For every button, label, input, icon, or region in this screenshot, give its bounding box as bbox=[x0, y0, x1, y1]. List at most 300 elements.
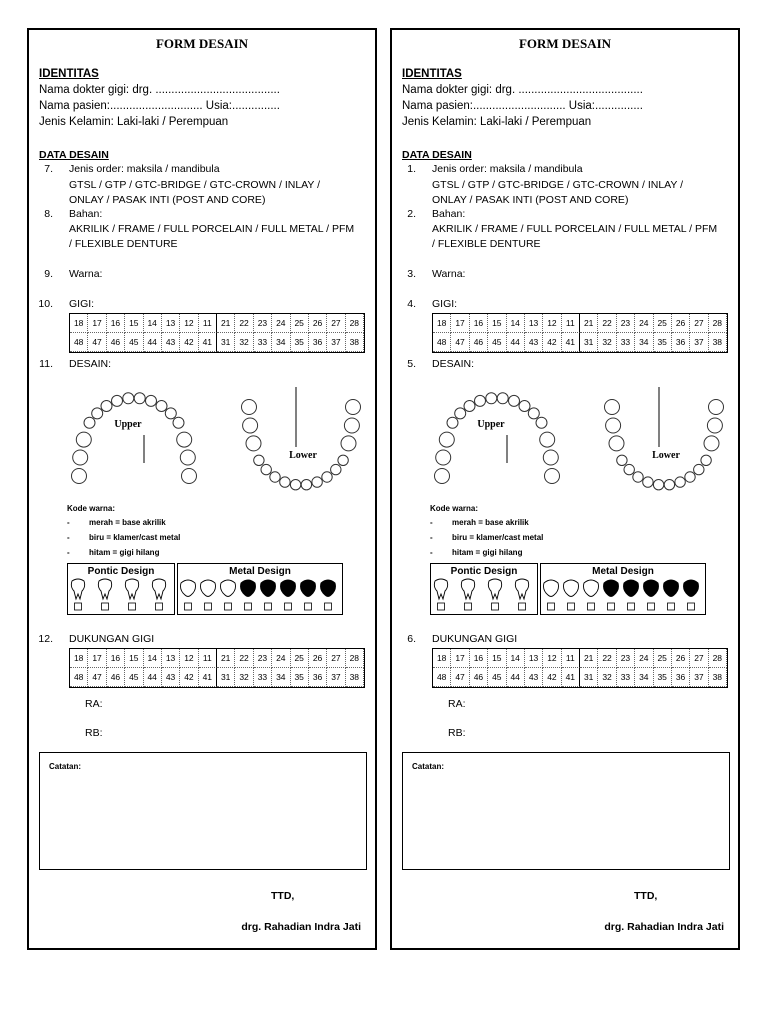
tooth-cell-44[interactable]: 44 bbox=[144, 668, 162, 687]
metal-tooth-icon bbox=[301, 580, 316, 597]
tooth-cell-42[interactable]: 42 bbox=[180, 668, 198, 687]
ra-field[interactable]: RA: bbox=[85, 698, 103, 710]
upper-tooth-icon[interactable] bbox=[543, 450, 558, 465]
form-panel-right bbox=[390, 28, 740, 950]
tooth-cell-11[interactable]: 11 bbox=[199, 649, 217, 668]
metal-design-box[interactable] bbox=[540, 563, 706, 615]
tooth-cell-28[interactable]: 28 bbox=[346, 314, 364, 333]
upper-tooth-icon[interactable] bbox=[173, 417, 184, 428]
dukungan-tooth-grid[interactable] bbox=[69, 648, 365, 688]
tooth-cell-21[interactable]: 21 bbox=[217, 649, 235, 668]
tooth-cell-18[interactable]: 18 bbox=[70, 314, 88, 333]
kode-warna-item bbox=[430, 531, 543, 544]
upper-tooth-icon[interactable] bbox=[509, 395, 520, 406]
lower-tooth-icon[interactable] bbox=[344, 418, 359, 433]
tooth-cell-35[interactable]: 35 bbox=[654, 668, 672, 687]
tooth-cell-12[interactable]: 12 bbox=[180, 649, 198, 668]
tooth-cell-48[interactable]: 48 bbox=[433, 668, 451, 687]
lower-arch[interactable] bbox=[242, 400, 361, 490]
ttd-label: TTD, bbox=[634, 890, 658, 902]
upper-tooth-icon[interactable] bbox=[165, 408, 176, 419]
tooth-cell-12[interactable]: 12 bbox=[180, 314, 198, 333]
tooth-cell-37[interactable]: 37 bbox=[690, 668, 708, 687]
lower-arch[interactable] bbox=[605, 400, 724, 490]
rb-field[interactable]: RB: bbox=[448, 727, 466, 739]
dental-arch-diagram[interactable] bbox=[430, 385, 730, 500]
upper-tooth-icon[interactable] bbox=[528, 408, 539, 419]
identitas-heading: IDENTITAS bbox=[39, 68, 99, 80]
upper-tooth-icon[interactable] bbox=[76, 432, 91, 447]
tooth-cell-15[interactable]: 15 bbox=[488, 314, 506, 333]
tooth-cell-26[interactable]: 26 bbox=[672, 314, 690, 333]
tooth-cell-33[interactable]: 33 bbox=[617, 668, 635, 687]
tooth-cell-31[interactable]: 31 bbox=[580, 668, 598, 687]
tooth-cell-37[interactable]: 37 bbox=[327, 333, 345, 352]
tooth-cell-43[interactable]: 43 bbox=[162, 333, 180, 352]
dokter-field[interactable]: Nama dokter gigi: drg. ....................................... bbox=[402, 84, 643, 96]
upper-tooth-icon[interactable] bbox=[519, 401, 530, 412]
tooth-cell-22[interactable]: 22 bbox=[598, 649, 616, 668]
tooth-cell-47[interactable]: 47 bbox=[88, 333, 106, 352]
kode-warna-text: merah = base akrilik bbox=[89, 518, 166, 527]
tooth-cell-15[interactable]: 15 bbox=[125, 649, 143, 668]
pontic-design-box[interactable] bbox=[67, 563, 175, 615]
jenis-order-field[interactable]: Jenis order: maksila / mandibula bbox=[432, 163, 583, 175]
warna-field[interactable]: Warna: bbox=[69, 268, 103, 280]
pontic-checkbox[interactable] bbox=[492, 603, 499, 610]
metal-tooth-icon bbox=[321, 580, 336, 597]
lower-tooth-icon[interactable] bbox=[254, 455, 264, 465]
tooth-cell-34[interactable]: 34 bbox=[635, 333, 653, 352]
pontic-tooth-icon bbox=[515, 579, 528, 599]
tooth-cell-24[interactable]: 24 bbox=[272, 314, 290, 333]
tooth-cell-31[interactable]: 31 bbox=[580, 333, 598, 352]
tooth-cell-46[interactable]: 46 bbox=[470, 333, 488, 352]
tooth-cell-37[interactable]: 37 bbox=[327, 668, 345, 687]
metal-options[interactable] bbox=[541, 578, 704, 614]
tooth-cell-17[interactable]: 17 bbox=[451, 649, 469, 668]
kode-warna-text: biru = klamer/cast metal bbox=[452, 533, 544, 542]
pontic-options[interactable] bbox=[431, 578, 536, 614]
lower-tooth-icon[interactable] bbox=[633, 472, 643, 482]
pontic-tooth-icon bbox=[461, 579, 474, 599]
tooth-cell-22[interactable]: 22 bbox=[598, 314, 616, 333]
upper-tooth-icon[interactable] bbox=[435, 469, 450, 484]
order-options-line2[interactable]: ONLAY / PASAK INTI (POST AND CORE) bbox=[69, 194, 266, 206]
lower-tooth-icon[interactable] bbox=[301, 480, 311, 490]
lower-tooth-icon[interactable] bbox=[675, 477, 685, 487]
item-dukungan-number: 12. bbox=[38, 633, 53, 645]
pontic-checkbox[interactable] bbox=[156, 603, 163, 610]
pontic-design-box[interactable] bbox=[430, 563, 538, 615]
tooth-cell-34[interactable]: 34 bbox=[272, 668, 290, 687]
lower-tooth-icon[interactable] bbox=[707, 418, 722, 433]
tooth-cell-37[interactable]: 37 bbox=[690, 333, 708, 352]
tooth-cell-13[interactable]: 13 bbox=[162, 314, 180, 333]
tooth-cell-47[interactable]: 47 bbox=[88, 668, 106, 687]
tooth-cell-18[interactable]: 18 bbox=[433, 649, 451, 668]
tooth-cell-31[interactable]: 31 bbox=[217, 668, 235, 687]
order-options-line2[interactable]: ONLAY / PASAK INTI (POST AND CORE) bbox=[432, 194, 629, 206]
tooth-cell-42[interactable]: 42 bbox=[180, 333, 198, 352]
pasien-field[interactable]: Nama pasien:............................. Usia:............... bbox=[402, 100, 643, 112]
metal-options[interactable] bbox=[178, 578, 341, 614]
tooth-cell-32[interactable]: 32 bbox=[235, 333, 253, 352]
tooth-cell-23[interactable]: 23 bbox=[254, 314, 272, 333]
tooth-cell-45[interactable]: 45 bbox=[488, 668, 506, 687]
metal-checkbox[interactable] bbox=[265, 603, 272, 610]
pontic-design-label: Pontic Design bbox=[87, 566, 155, 577]
tooth-cell-16[interactable]: 16 bbox=[107, 649, 125, 668]
tooth-cell-33[interactable]: 33 bbox=[617, 333, 635, 352]
upper-tooth-icon[interactable] bbox=[475, 395, 486, 406]
lower-tooth-icon[interactable] bbox=[653, 480, 663, 490]
tooth-cell-44[interactable]: 44 bbox=[144, 333, 162, 352]
tooth-cell-22[interactable]: 22 bbox=[235, 649, 253, 668]
order-options-line1[interactable]: GTSL / GTP / GTC-BRIDGE / GTC-CROWN / INLAY / bbox=[69, 179, 321, 191]
metal-tooth-icon bbox=[584, 580, 599, 597]
metal-checkbox[interactable] bbox=[688, 603, 695, 610]
tooth-cell-31[interactable]: 31 bbox=[217, 333, 235, 352]
tooth-cell-22[interactable]: 22 bbox=[235, 314, 253, 333]
tooth-cell-42[interactable]: 42 bbox=[543, 668, 561, 687]
tooth-cell-23[interactable]: 23 bbox=[617, 314, 635, 333]
tooth-cell-46[interactable]: 46 bbox=[470, 668, 488, 687]
pontic-checkbox[interactable] bbox=[438, 603, 445, 610]
kode-warna-title: Kode warna: bbox=[67, 504, 116, 513]
lower-tooth-icon[interactable] bbox=[704, 436, 719, 451]
dokter-field[interactable]: Nama dokter gigi: drg. ....................................... bbox=[39, 84, 280, 96]
tooth-cell-26[interactable]: 26 bbox=[672, 649, 690, 668]
lower-tooth-icon[interactable] bbox=[694, 464, 704, 474]
lower-tooth-icon[interactable] bbox=[709, 400, 724, 415]
tooth-cell-16[interactable]: 16 bbox=[470, 314, 488, 333]
order-options-line1[interactable]: GTSL / GTP / GTC-BRIDGE / GTC-CROWN / INLAY / bbox=[432, 179, 684, 191]
tooth-cell-11[interactable]: 11 bbox=[199, 314, 217, 333]
item-gigi-number: 10. bbox=[38, 298, 53, 310]
tooth-cell-21[interactable]: 21 bbox=[580, 314, 598, 333]
tooth-cell-35[interactable]: 35 bbox=[291, 333, 309, 352]
upper-arch-label: Upper bbox=[114, 419, 142, 430]
lower-tooth-icon[interactable] bbox=[312, 477, 322, 487]
lower-tooth-icon[interactable] bbox=[243, 418, 258, 433]
lower-tooth-icon[interactable] bbox=[617, 455, 627, 465]
kode-warna-text: hitam = gigi hilang bbox=[452, 548, 523, 557]
tooth-cell-44[interactable]: 44 bbox=[507, 333, 525, 352]
pasien-field[interactable]: Nama pasien:............................. Usia:............... bbox=[39, 100, 280, 112]
tooth-cell-44[interactable]: 44 bbox=[507, 668, 525, 687]
metal-checkbox[interactable] bbox=[668, 603, 675, 610]
tooth-cell-32[interactable]: 32 bbox=[235, 668, 253, 687]
tooth-cell-38[interactable]: 38 bbox=[709, 668, 727, 687]
lower-arch-label: Lower bbox=[652, 450, 680, 461]
upper-tooth-icon[interactable] bbox=[545, 469, 560, 484]
lower-tooth-icon[interactable] bbox=[685, 472, 695, 482]
tooth-cell-48[interactable]: 48 bbox=[433, 333, 451, 352]
lower-tooth-icon[interactable] bbox=[701, 455, 711, 465]
upper-tooth-icon[interactable] bbox=[180, 450, 195, 465]
lower-tooth-icon[interactable] bbox=[280, 477, 290, 487]
tooth-cell-28[interactable]: 28 bbox=[709, 649, 727, 668]
tooth-cell-34[interactable]: 34 bbox=[635, 668, 653, 687]
upper-tooth-icon[interactable] bbox=[540, 432, 555, 447]
upper-tooth-icon[interactable] bbox=[146, 395, 157, 406]
upper-tooth-icon[interactable] bbox=[101, 401, 112, 412]
tooth-cell-12[interactable]: 12 bbox=[543, 649, 561, 668]
tooth-cell-25[interactable]: 25 bbox=[291, 314, 309, 333]
metal-checkbox[interactable] bbox=[205, 603, 212, 610]
tooth-cell-26[interactable]: 26 bbox=[309, 314, 327, 333]
tooth-cell-33[interactable]: 33 bbox=[254, 333, 272, 352]
upper-tooth-icon[interactable] bbox=[72, 469, 87, 484]
upper-arch[interactable] bbox=[72, 393, 197, 484]
tooth-cell-28[interactable]: 28 bbox=[346, 649, 364, 668]
rb-field[interactable]: RB: bbox=[85, 727, 103, 739]
ra-field[interactable]: RA: bbox=[448, 698, 466, 710]
tooth-cell-27[interactable]: 27 bbox=[690, 649, 708, 668]
bahan-options-line2[interactable]: / FLEXIBLE DENTURE bbox=[432, 238, 541, 250]
upper-tooth-icon[interactable] bbox=[486, 393, 497, 404]
warna-field[interactable]: Warna: bbox=[432, 268, 466, 280]
lower-tooth-icon[interactable] bbox=[609, 436, 624, 451]
tooth-cell-24[interactable]: 24 bbox=[635, 314, 653, 333]
upper-tooth-icon[interactable] bbox=[464, 401, 475, 412]
signature-name: drg. Rahadian Indra Jati bbox=[241, 921, 361, 933]
tooth-cell-21[interactable]: 21 bbox=[217, 314, 235, 333]
tooth-cell-13[interactable]: 13 bbox=[525, 649, 543, 668]
metal-checkbox[interactable] bbox=[648, 603, 655, 610]
tooth-cell-23[interactable]: 23 bbox=[617, 649, 635, 668]
tooth-cell-24[interactable]: 24 bbox=[635, 649, 653, 668]
tooth-cell-26[interactable]: 26 bbox=[309, 649, 327, 668]
metal-tooth-icon bbox=[664, 580, 679, 597]
tooth-cell-12[interactable]: 12 bbox=[543, 314, 561, 333]
metal-checkbox[interactable] bbox=[185, 603, 192, 610]
upper-tooth-icon[interactable] bbox=[182, 469, 197, 484]
metal-checkbox[interactable] bbox=[285, 603, 292, 610]
metal-tooth-icon bbox=[181, 580, 196, 597]
tooth-cell-27[interactable]: 27 bbox=[690, 314, 708, 333]
metal-tooth-icon bbox=[544, 580, 559, 597]
metal-design-box[interactable] bbox=[177, 563, 343, 615]
tooth-cell-17[interactable]: 17 bbox=[88, 649, 106, 668]
upper-tooth-icon[interactable] bbox=[497, 393, 508, 404]
pontic-tooth-icon bbox=[98, 579, 111, 599]
upper-tooth-icon[interactable] bbox=[123, 393, 134, 404]
tooth-cell-17[interactable]: 17 bbox=[88, 314, 106, 333]
lower-tooth-icon[interactable] bbox=[331, 464, 341, 474]
upper-tooth-icon[interactable] bbox=[134, 393, 145, 404]
lower-tooth-icon[interactable] bbox=[605, 400, 620, 415]
tooth-cell-46[interactable]: 46 bbox=[107, 333, 125, 352]
dukungan-tooth-grid[interactable] bbox=[432, 648, 728, 688]
tooth-cell-36[interactable]: 36 bbox=[672, 668, 690, 687]
tooth-cell-16[interactable]: 16 bbox=[470, 649, 488, 668]
lower-tooth-icon[interactable] bbox=[261, 464, 271, 474]
upper-tooth-icon[interactable] bbox=[439, 432, 454, 447]
lower-tooth-icon[interactable] bbox=[341, 436, 356, 451]
tooth-cell-43[interactable]: 43 bbox=[162, 668, 180, 687]
upper-arch[interactable] bbox=[435, 393, 560, 484]
metal-checkbox[interactable] bbox=[305, 603, 312, 610]
desain-label: DESAIN: bbox=[432, 358, 475, 370]
tooth-cell-32[interactable]: 32 bbox=[598, 668, 616, 687]
lower-tooth-icon[interactable] bbox=[664, 480, 674, 490]
tooth-cell-33[interactable]: 33 bbox=[254, 668, 272, 687]
tooth-cell-15[interactable]: 15 bbox=[125, 314, 143, 333]
tooth-cell-14[interactable]: 14 bbox=[507, 314, 525, 333]
bahan-options-line2[interactable]: / FLEXIBLE DENTURE bbox=[69, 238, 178, 250]
tooth-cell-36[interactable]: 36 bbox=[309, 668, 327, 687]
tooth-cell-13[interactable]: 13 bbox=[162, 649, 180, 668]
tooth-cell-14[interactable]: 14 bbox=[144, 314, 162, 333]
tooth-cell-17[interactable]: 17 bbox=[451, 314, 469, 333]
bullet-dash: - bbox=[67, 518, 70, 527]
catatan-box[interactable] bbox=[39, 752, 367, 870]
tooth-cell-27[interactable]: 27 bbox=[327, 649, 345, 668]
upper-tooth-icon[interactable] bbox=[177, 432, 192, 447]
gigi-tooth-grid[interactable] bbox=[69, 313, 365, 353]
gigi-tooth-grid[interactable] bbox=[432, 313, 728, 353]
upper-tooth-icon[interactable] bbox=[73, 450, 88, 465]
lower-tooth-icon[interactable] bbox=[290, 480, 300, 490]
tooth-cell-32[interactable]: 32 bbox=[598, 333, 616, 352]
lower-tooth-icon[interactable] bbox=[643, 477, 653, 487]
lower-tooth-icon[interactable] bbox=[346, 400, 361, 415]
tooth-cell-28[interactable]: 28 bbox=[709, 314, 727, 333]
metal-checkbox[interactable] bbox=[225, 603, 232, 610]
tooth-cell-46[interactable]: 46 bbox=[107, 668, 125, 687]
item-warna-number: 9. bbox=[44, 268, 53, 280]
upper-tooth-icon[interactable] bbox=[536, 417, 547, 428]
tooth-cell-48[interactable]: 48 bbox=[70, 668, 88, 687]
item-bahan-number: 8. bbox=[44, 208, 53, 220]
tooth-cell-24[interactable]: 24 bbox=[272, 649, 290, 668]
tooth-cell-48[interactable]: 48 bbox=[70, 333, 88, 352]
upper-tooth-icon[interactable] bbox=[447, 417, 458, 428]
pontic-tooth-icon bbox=[71, 579, 84, 599]
lower-tooth-icon[interactable] bbox=[606, 418, 621, 433]
tooth-cell-27[interactable]: 27 bbox=[327, 314, 345, 333]
tooth-cell-45[interactable]: 45 bbox=[125, 668, 143, 687]
jenis-order-field[interactable]: Jenis order: maksila / mandibula bbox=[69, 163, 220, 175]
metal-checkbox[interactable] bbox=[588, 603, 595, 610]
metal-tooth-icon bbox=[604, 580, 619, 597]
identitas-heading: IDENTITAS bbox=[402, 68, 462, 80]
tooth-cell-23[interactable]: 23 bbox=[254, 649, 272, 668]
lower-tooth-icon[interactable] bbox=[338, 455, 348, 465]
tooth-cell-47[interactable]: 47 bbox=[451, 333, 469, 352]
bahan-options-line1[interactable]: AKRILIK / FRAME / FULL PORCELAIN / FULL METAL / PFM bbox=[432, 223, 718, 235]
jenis-kelamin-field[interactable]: Jenis Kelamin: Laki-laki / Perempuan bbox=[39, 116, 229, 128]
tooth-cell-34[interactable]: 34 bbox=[272, 333, 290, 352]
pontic-checkbox[interactable] bbox=[129, 603, 136, 610]
tooth-cell-13[interactable]: 13 bbox=[525, 314, 543, 333]
jenis-kelamin-field[interactable]: Jenis Kelamin: Laki-laki / Perempuan bbox=[402, 116, 592, 128]
pontic-options[interactable] bbox=[68, 578, 173, 614]
metal-checkbox[interactable] bbox=[568, 603, 575, 610]
tooth-cell-38[interactable]: 38 bbox=[709, 333, 727, 352]
upper-tooth-icon[interactable] bbox=[156, 401, 167, 412]
tooth-cell-36[interactable]: 36 bbox=[309, 333, 327, 352]
gigi-label: GIGI: bbox=[69, 298, 95, 310]
tooth-cell-38[interactable]: 38 bbox=[346, 668, 364, 687]
kode-warna-text: biru = klamer/cast metal bbox=[89, 533, 181, 542]
upper-tooth-icon[interactable] bbox=[92, 408, 103, 419]
tooth-cell-43[interactable]: 43 bbox=[525, 668, 543, 687]
tooth-cell-18[interactable]: 18 bbox=[433, 314, 451, 333]
tooth-cell-38[interactable]: 38 bbox=[346, 333, 364, 352]
metal-checkbox[interactable] bbox=[548, 603, 555, 610]
tooth-cell-21[interactable]: 21 bbox=[580, 649, 598, 668]
lower-tooth-icon[interactable] bbox=[242, 400, 257, 415]
tooth-cell-25[interactable]: 25 bbox=[654, 649, 672, 668]
tooth-cell-25[interactable]: 25 bbox=[291, 649, 309, 668]
dukungan-gigi-label: DUKUNGAN GIGI bbox=[69, 633, 155, 645]
metal-tooth-icon bbox=[241, 580, 256, 597]
tooth-cell-45[interactable]: 45 bbox=[488, 333, 506, 352]
pontic-checkbox[interactable] bbox=[519, 603, 526, 610]
metal-checkbox[interactable] bbox=[608, 603, 615, 610]
dental-arch-diagram[interactable] bbox=[67, 385, 367, 500]
lower-arch-label: Lower bbox=[289, 450, 317, 461]
tooth-cell-35[interactable]: 35 bbox=[291, 668, 309, 687]
metal-tooth-icon bbox=[281, 580, 296, 597]
tooth-cell-47[interactable]: 47 bbox=[451, 668, 469, 687]
upper-tooth-icon[interactable] bbox=[112, 395, 123, 406]
metal-checkbox[interactable] bbox=[628, 603, 635, 610]
tooth-cell-11[interactable]: 11 bbox=[562, 649, 580, 668]
lower-tooth-icon[interactable] bbox=[624, 464, 634, 474]
item-dukungan-number: 6. bbox=[407, 633, 416, 645]
data-desain-heading: DATA DESAIN bbox=[39, 149, 109, 161]
tooth-cell-14[interactable]: 14 bbox=[144, 649, 162, 668]
bahan-options-line1[interactable]: AKRILIK / FRAME / FULL PORCELAIN / FULL METAL / PFM bbox=[69, 223, 355, 235]
lower-tooth-icon[interactable] bbox=[322, 472, 332, 482]
lower-tooth-icon[interactable] bbox=[270, 472, 280, 482]
tooth-cell-43[interactable]: 43 bbox=[525, 333, 543, 352]
tooth-cell-42[interactable]: 42 bbox=[543, 333, 561, 352]
tooth-cell-45[interactable]: 45 bbox=[125, 333, 143, 352]
pontic-checkbox[interactable] bbox=[465, 603, 472, 610]
pontic-tooth-icon bbox=[125, 579, 138, 599]
tooth-cell-35[interactable]: 35 bbox=[654, 333, 672, 352]
tooth-cell-14[interactable]: 14 bbox=[507, 649, 525, 668]
pontic-checkbox[interactable] bbox=[75, 603, 82, 610]
tooth-cell-41[interactable]: 41 bbox=[199, 333, 217, 352]
pontic-checkbox[interactable] bbox=[102, 603, 109, 610]
metal-checkbox[interactable] bbox=[325, 603, 332, 610]
bullet-dash: - bbox=[67, 533, 70, 542]
upper-tooth-icon[interactable] bbox=[436, 450, 451, 465]
lower-tooth-icon[interactable] bbox=[246, 436, 261, 451]
tooth-cell-25[interactable]: 25 bbox=[654, 314, 672, 333]
upper-arch-label: Upper bbox=[477, 419, 505, 430]
upper-tooth-icon[interactable] bbox=[455, 408, 466, 419]
upper-tooth-icon[interactable] bbox=[84, 417, 95, 428]
tooth-cell-41[interactable]: 41 bbox=[199, 668, 217, 687]
metal-checkbox[interactable] bbox=[245, 603, 252, 610]
catatan-box[interactable] bbox=[402, 752, 730, 870]
tooth-cell-41[interactable]: 41 bbox=[562, 668, 580, 687]
tooth-cell-15[interactable]: 15 bbox=[488, 649, 506, 668]
ttd-label: TTD, bbox=[271, 890, 295, 902]
tooth-cell-41[interactable]: 41 bbox=[562, 333, 580, 352]
tooth-cell-18[interactable]: 18 bbox=[70, 649, 88, 668]
tooth-cell-11[interactable]: 11 bbox=[562, 314, 580, 333]
tooth-cell-16[interactable]: 16 bbox=[107, 314, 125, 333]
tooth-cell-36[interactable]: 36 bbox=[672, 333, 690, 352]
